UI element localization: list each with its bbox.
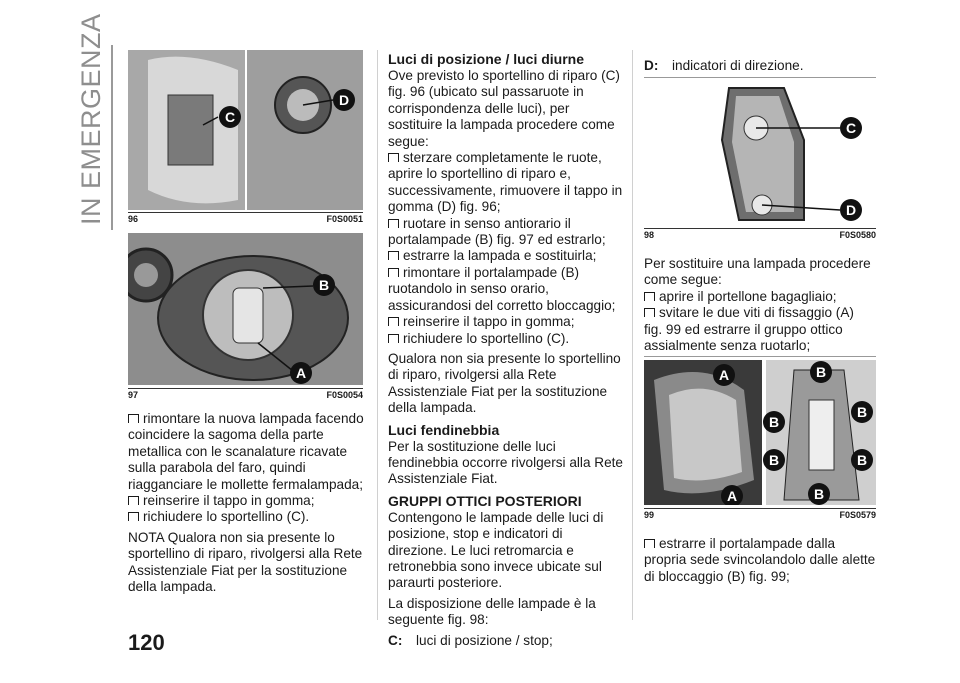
heading-gruppi-ottici: GRUPPI OTTICI POSTERIORI	[388, 492, 582, 509]
bullet-icon	[388, 268, 399, 277]
column-3-text	[644, 256, 880, 358]
bullet-icon	[388, 317, 399, 326]
bullet-item: aprire il portellone bagagliaio;	[644, 289, 880, 305]
figure-code: F0S0054	[326, 390, 363, 400]
callout-label: D	[338, 92, 350, 108]
callout-label: C	[845, 120, 857, 136]
bullet-item: reinserire il tappo in gomma;	[128, 493, 364, 509]
bullet-item: rimontare la nuova lampada facendo coincidere la sagoma della parte metallica con le scanalature ricavate sulla parabola del faro, quindi riagganciare le mollette fermalampada;	[128, 411, 364, 492]
fog-paragraph: Per la sostituzione delle luci fendinebbia occorre rivolgersi alla Rete Assistenziale Fiat.	[388, 438, 623, 487]
figure-topline	[644, 356, 876, 357]
bullet-icon	[644, 308, 655, 317]
section-title: IN EMERGENZA	[76, 13, 106, 225]
bullet-item: richiudere lo sportellino (C).	[128, 509, 364, 525]
callout-label: B	[768, 414, 780, 430]
legend-d: D: indicatori di direzione.	[644, 58, 804, 73]
nota-paragraph: NOTA Qualora non sia presente lo sportellino di riparo, rivolgersi alla Rete Assistenziale Fiat per la sostituzione della lampada.	[128, 529, 363, 595]
callout-label: B	[856, 404, 868, 420]
figure-number: 98	[644, 230, 655, 240]
column-3-text-2	[644, 536, 880, 589]
heading-fendinebbia: Luci fendinebbia	[388, 421, 500, 438]
bullet-item: ruotare in senso antiorario il portalampade (B) fig. 97 ed estrarlo;	[388, 215, 606, 248]
figure-number: 96	[128, 214, 139, 224]
callout-label: A	[295, 365, 307, 381]
column-1-text	[128, 411, 364, 599]
bullet-icon	[388, 251, 399, 260]
callout-label: B	[856, 452, 868, 468]
figure-number: 97	[128, 390, 139, 400]
bullet-item: svitare le due viti di fissaggio (A)	[644, 305, 880, 321]
column-2-text	[388, 50, 624, 649]
figure-underline	[644, 228, 876, 229]
callout-label: B	[815, 364, 827, 380]
figure-number: 99	[644, 510, 655, 520]
figure-underline	[128, 388, 363, 389]
rear-paragraph-1: Contengono le lampade delle luci di posizione, stop e indicatori di direzione. Le luci retromarcia e retronebbia sono invece ubicate sul paraurti posteriore.	[388, 509, 604, 591]
procedure-paragraph: Per sostituire una lampada procedere come segue:	[644, 256, 871, 288]
bullet-icon	[128, 414, 139, 423]
procedure-paragraph-2: fig. 99 ed estrarre il gruppo ottico assialmente senza ruotarlo;	[644, 321, 843, 354]
bullet-icon	[388, 153, 399, 162]
bullet-icon	[644, 539, 655, 548]
callout-label: A	[718, 367, 730, 383]
callout-label: D	[845, 202, 857, 218]
rear-paragraph-2: La disposizione delle lampade è la seguente fig. 98:	[388, 595, 596, 628]
callout-label: B	[318, 277, 330, 293]
figure-98-image	[644, 80, 876, 225]
section-rule	[111, 45, 113, 230]
figure-99-caption	[644, 510, 876, 522]
intro-paragraph: Ove previsto lo sportellino di riparo (C) fig. 96 (ubicato sul passaruote in corrispondenza delle luci), per sostituire la lampada procedere come segue:	[388, 68, 620, 149]
bullet-icon	[128, 512, 139, 521]
figure-code: F0S0579	[839, 510, 876, 520]
bullet-icon	[388, 334, 399, 343]
bullet-item: reinserire il tappo in gomma;	[388, 314, 624, 330]
page-number: 120	[128, 630, 165, 655]
figure-code: F0S0580	[839, 230, 876, 240]
legend-c: C: luci di posizione / stop;	[388, 632, 553, 648]
legend-d-block	[644, 58, 880, 74]
bullet-icon	[388, 219, 399, 228]
figure-underline	[644, 508, 876, 509]
bullet-item: estrarre il portalampade dalla propria sede svincolandolo dalle alette di bloccaggio (B) fig. 99;	[644, 536, 876, 584]
callout-label: B	[813, 486, 825, 502]
figure-99-image	[644, 360, 876, 505]
bullet-icon	[644, 292, 655, 301]
bullet-item: rimontare il portalampade (B) ruotandolo in senso orario, assicurandosi del corretto bloccaggio;	[388, 264, 616, 313]
figure-topline	[644, 77, 876, 78]
figure-96-image	[128, 50, 363, 210]
callout-label: A	[726, 488, 738, 504]
callout-label: B	[768, 452, 780, 468]
figure-96-caption	[128, 214, 363, 226]
column-divider	[632, 50, 633, 620]
figure-98-caption	[644, 230, 876, 242]
figure-code: F0S0051	[326, 214, 363, 224]
bullet-item: sterzare completamente le ruote, aprire lo sportellino di riparo e, successivamente, rimuovere il tappo in gomma (D) fig. 96;	[388, 150, 623, 215]
figure-underline	[128, 212, 363, 213]
nota-paragraph: Qualora non sia presente lo sportellino di riparo, rivolgersi alla Rete Assistenziale Fiat per la sostituzione della lampada.	[388, 350, 621, 416]
figure-97-caption	[128, 390, 363, 402]
bullet-icon	[128, 496, 139, 505]
figure-97-image	[128, 233, 363, 385]
bullet-item: richiudere lo sportellino (C).	[388, 331, 624, 347]
bullet-item: estrarre la lampada e sostituirla;	[388, 248, 624, 264]
column-divider	[377, 50, 378, 620]
callout-label: C	[224, 109, 236, 125]
heading-luci-posizione: Luci di posizione / luci diurne	[388, 51, 585, 67]
